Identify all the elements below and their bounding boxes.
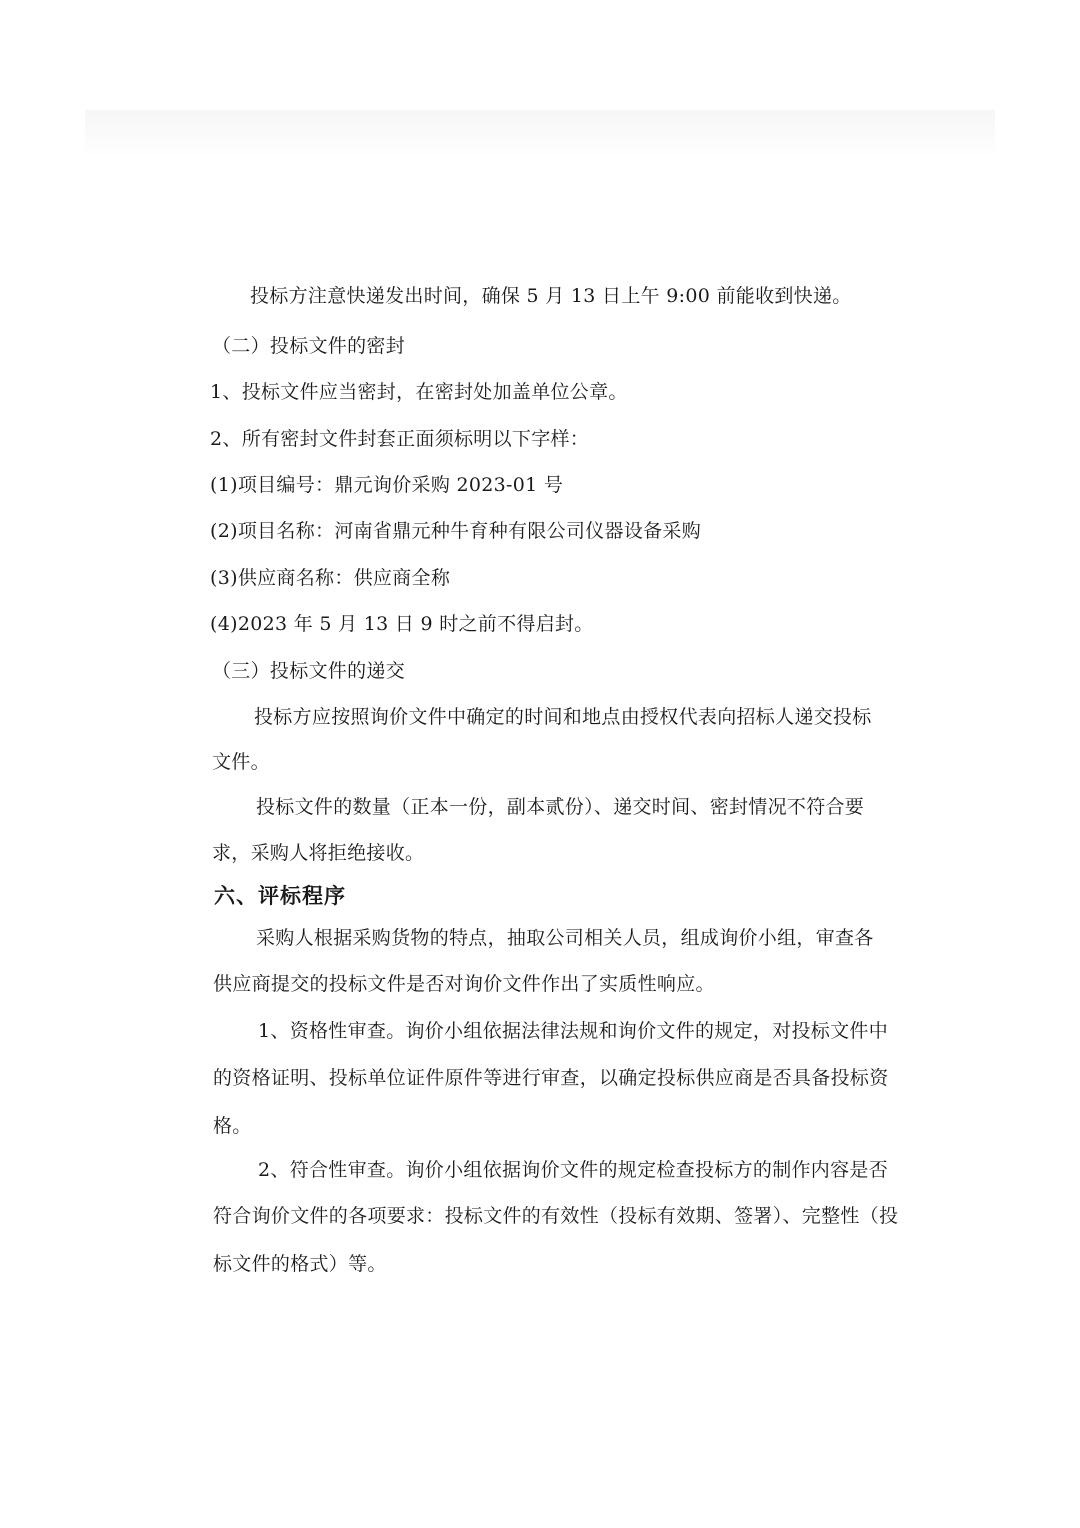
text-line: 供应商提交的投标文件是否对询价文件作出了实质性响应。	[213, 973, 715, 995]
subsection-heading-sealing: （二）投标文件的密封	[212, 335, 406, 357]
text-line: 投标方注意快递发出时间，确保 5 月 13 日上午 9:00 前能收到快递。	[250, 285, 852, 307]
scan-shadow	[85, 110, 995, 158]
text-line: 1、资格性审查。询价小组依据法律法规和询价文件的规定，对投标文件中	[258, 1020, 888, 1042]
text-line: 格。	[213, 1115, 252, 1137]
text-line: 求，采购人将拒绝接收。	[212, 842, 425, 864]
text-line: 文件。	[212, 751, 270, 773]
section-heading: 六、评标程序	[214, 884, 346, 908]
text-line: (1)项目编号：鼎元询价采购 2023-01 号	[210, 474, 564, 496]
text-line: 的资格证明、投标单位证件原件等进行审查，以确定投标供应商是否具备投标资	[213, 1067, 889, 1089]
text-line: 符合询价文件的各项要求：投标文件的有效性（投标有效期、签署）、完整性（投	[213, 1205, 899, 1227]
text-line: 标文件的格式）等。	[213, 1253, 387, 1275]
text-line: 投标文件的数量（正本一份，副本贰份）、递交时间、密封情况不符合要	[256, 796, 865, 818]
text-line: 投标方应按照询价文件中确定的时间和地点由授权代表向招标人递交投标	[254, 706, 872, 728]
text-line: (2)项目名称：河南省鼎元种牛育种有限公司仪器设备采购	[210, 520, 702, 542]
text-line: 2、符合性审查。询价小组依据询价文件的规定检查投标方的制作内容是否	[258, 1159, 888, 1181]
text-line: (4)2023 年 5 月 13 日 9 时之前不得启封。	[210, 613, 594, 635]
text-line: 1、投标文件应当密封，在密封处加盖单位公章。	[210, 381, 628, 403]
text-line: 2、所有密封文件封套正面须标明以下字样：	[210, 428, 590, 450]
text-line: 采购人根据采购货物的特点，抽取公司相关人员，组成询价小组，审查各	[256, 927, 874, 949]
text-line: (3)供应商名称：供应商全称	[210, 567, 451, 589]
subsection-heading-submission: （三）投标文件的递交	[212, 660, 406, 682]
